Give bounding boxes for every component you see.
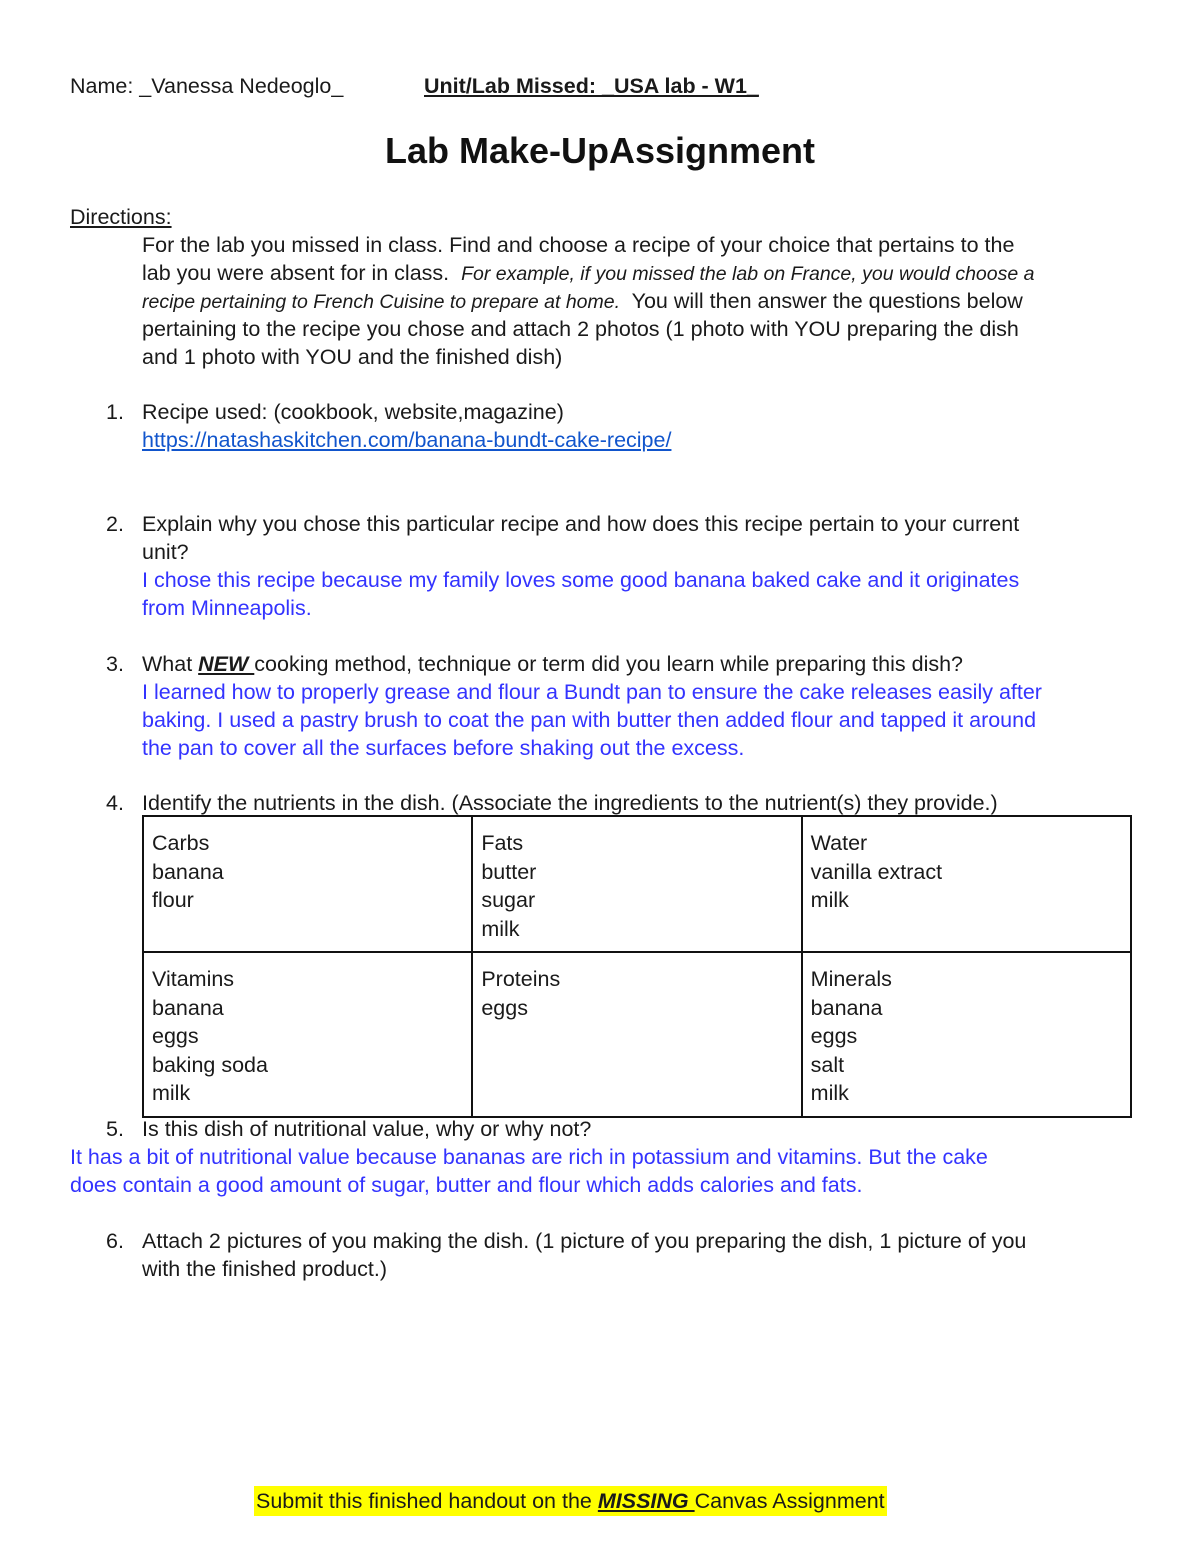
question-number: 5. (106, 1117, 124, 1141)
question-3-pre: What (142, 652, 199, 676)
question-3-post: cooking method, technique or term did you learn while preparing this dish? (254, 652, 964, 676)
question-number: 2. (106, 512, 124, 536)
ingredient: milk (152, 1081, 191, 1105)
ingredient: eggs (152, 1024, 199, 1048)
page-title: Lab Make-UpAssignment (384, 130, 816, 171)
question-5-text: Is this dish of nutritional value, why or why not? (142, 1117, 592, 1141)
answer-5: It has a bit of nutritional value because bananas are rich in potassium and vitamins. But the cake (70, 1145, 988, 1169)
question-2-text: unit? (142, 540, 189, 564)
table-row (143, 816, 1131, 952)
table-cell (472, 816, 801, 952)
question-number: 6. (106, 1229, 124, 1253)
directions-text: You will then answer the questions below (631, 289, 1023, 313)
submission-emphasis: MISSING (597, 1489, 695, 1513)
directions-text: lab you were absent for in class. (142, 261, 450, 285)
ingredient: banana (810, 995, 883, 1020)
answer-3: baking. I used a pastry brush to coat the pan with butter then added flour and tapped it around (142, 708, 1037, 732)
table-cell (472, 952, 801, 1117)
nutrient-name: Vitamins (152, 967, 235, 991)
question-6-text: Attach 2 pictures of you making the dish. (1 picture of you preparing the dish, 1 picture of you (142, 1229, 1027, 1253)
ingredient: banana (152, 859, 224, 884)
table-row (143, 952, 1131, 1117)
table-cell (802, 952, 1131, 1117)
nutrient-name: Proteins (481, 967, 561, 991)
submission-note (254, 1486, 887, 1516)
nutrients-table (142, 815, 1132, 1118)
ingredient: sugar (481, 888, 536, 912)
directions-example: For example, if you missed the lab on France, you would choose a (461, 263, 1035, 285)
unit-lab-missed: Unit/Lab Missed: _USA lab - W1_ (424, 74, 759, 98)
ingredient: milk (481, 916, 520, 941)
recipe-link[interactable]: https://natashaskitchen.com/banana-bundt-cake-recipe/ (142, 428, 672, 452)
ingredient: salt (810, 1052, 845, 1077)
name-field: Name: _Vanessa Nedeoglo_ (70, 74, 344, 98)
answer-3: I learned how to properly grease and flour a Bundt pan to ensure the cake releases easily after (142, 680, 1042, 704)
nutrient-name: Carbs (152, 831, 210, 855)
ingredient: eggs (810, 1024, 858, 1048)
question-3-emphasis: NEW (198, 652, 255, 676)
table-cell (143, 816, 472, 952)
directions-line: For the lab you missed in class. Find and choose a recipe of your choice that pertains to the (142, 233, 1015, 257)
question-number: 4. (106, 791, 124, 815)
submission-pre: Submit this finished handout on the (256, 1489, 598, 1513)
nutrient-name: Minerals (810, 967, 892, 991)
question-3-text (142, 650, 963, 678)
ingredient: vanilla extract (810, 859, 943, 884)
directions-line: pertaining to the recipe you chose and attach 2 photos (1 photo with YOU preparing the dish (142, 317, 1019, 341)
ingredient: butter (481, 859, 537, 884)
ingredient: banana (152, 995, 224, 1020)
question-number: 1. (106, 400, 124, 424)
ingredient: eggs (481, 995, 528, 1020)
table-cell (143, 952, 472, 1117)
answer-2: from Minneapolis. (142, 596, 312, 620)
question-6-text: with the finished product.) (142, 1257, 387, 1281)
directions-example: recipe pertaining to French Cuisine to prepare at home. (142, 291, 621, 313)
question-4-text: Identify the nutrients in the dish. (Associate the ingredients to the nutrient(s) they provide.) (142, 791, 998, 815)
ingredient: baking soda (152, 1052, 268, 1077)
nutrient-name: Water (810, 831, 868, 855)
answer-3: the pan to cover all the surfaces before shaking out the excess. (142, 736, 745, 760)
directions-line (142, 287, 1023, 316)
question-2-text: Explain why you chose this particular recipe and how does this recipe pertain to your current (142, 512, 1020, 536)
directions-line (142, 259, 1034, 288)
directions-heading: Directions: (70, 205, 172, 229)
answer-5: does contain a good amount of sugar, butter and flour which adds calories and fats. (70, 1173, 863, 1197)
directions-line: and 1 photo with YOU and the finished dish) (142, 345, 563, 369)
ingredient: milk (810, 888, 849, 912)
ingredient: milk (810, 1081, 849, 1105)
question-1-text: Recipe used: (cookbook, website,magazine) (142, 400, 564, 424)
answer-2: I chose this recipe because my family loves some good banana baked cake and it originates (142, 568, 1020, 592)
ingredient: flour (152, 888, 194, 912)
question-number: 3. (106, 652, 124, 676)
submission-post: Canvas Assignment (694, 1489, 885, 1513)
nutrient-name: Fats (481, 831, 524, 855)
table-cell (802, 816, 1131, 952)
